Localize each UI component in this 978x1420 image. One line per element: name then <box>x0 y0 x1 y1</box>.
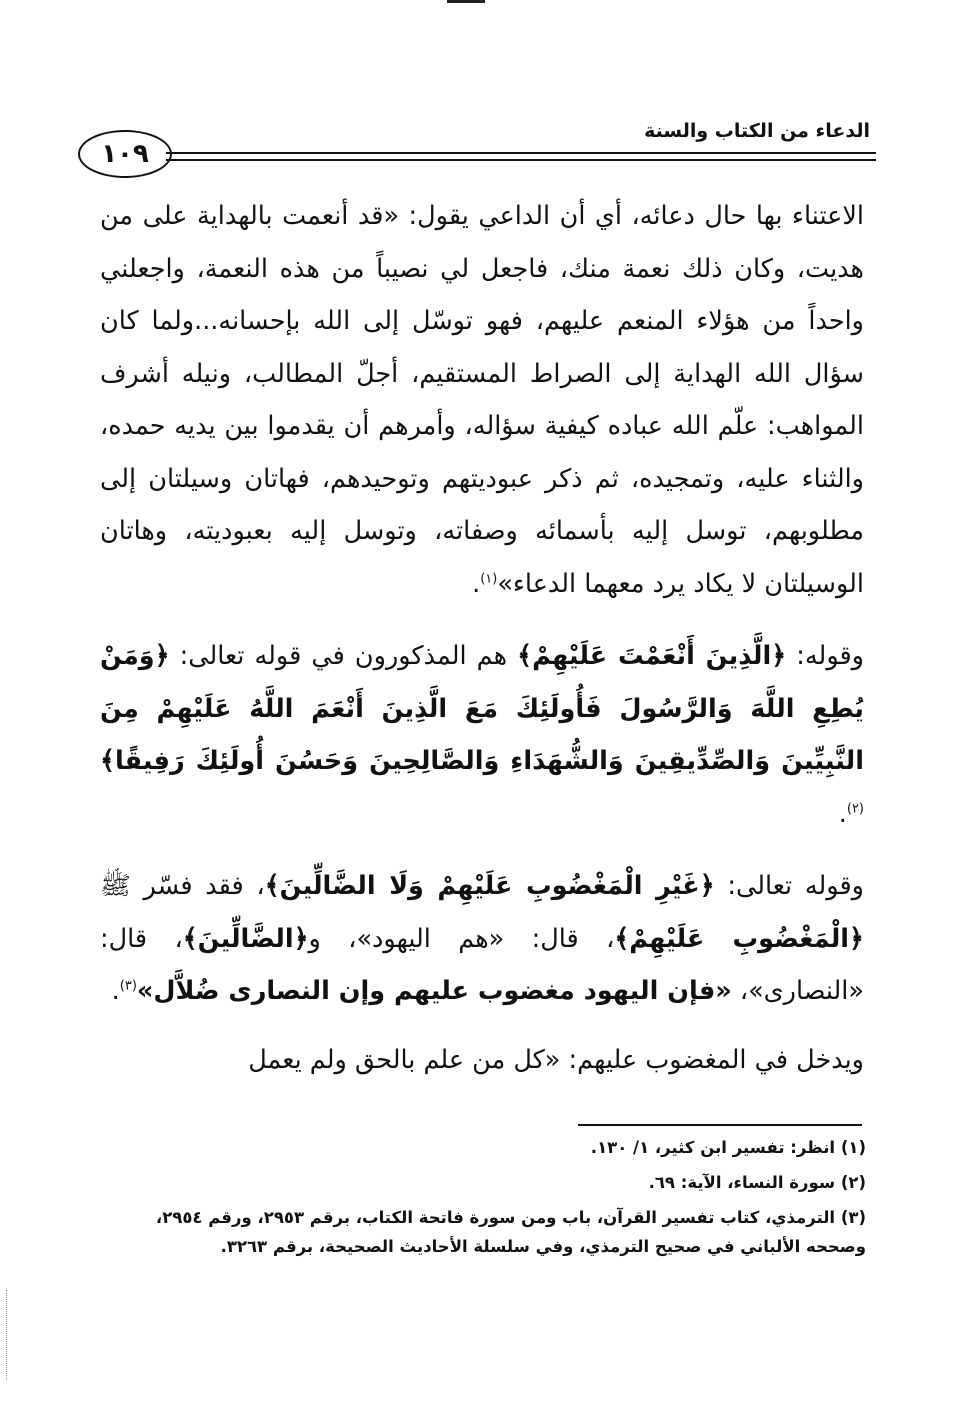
quran-quote: ﴿الضَّالِّينَ﴾ <box>182 923 309 954</box>
paragraph-3-intro: وقوله تعالى: <box>714 871 864 901</box>
header-rule-bottom <box>166 159 876 161</box>
quran-quote: ﴿غَيْرِ الْمَغْضُوبِ عَلَيْهِمْ وَلَا الضَّالِّينَ﴾ <box>264 871 715 901</box>
header-rule-top <box>166 152 876 154</box>
paragraph-4: ويدخل في المغضوب عليهم: «كل من علم بالحق ولم يعمل <box>248 1044 864 1075</box>
paragraph-2-intro: وقوله: <box>786 641 864 671</box>
paragraph-1-text: الاعتناء بها حال دعائه، أي أن الداعي يقول: «قد أنعمت بالهداية على من هديت، وكان ذلك نعمة منك، فاجعل لي نصيباً من هذه النعمة، واجعلني واحداً من هؤلاء المنعم عليهم، فهو توسّل إلى الله بإحسانه...ولما كان سؤال الله الهداية إلى الصراط المستقيم، أجلّ المطالب، ونيله أشرف المواهب: علّم الله عباده كيفية سؤاله، وأمرهم أن يقدموا بين يديه حمده، والثناء عليه، وتمجيده، ثم ذكر عبوديتهم وتوحيدهم، فهاتان وسيلتان إلى مطلوبهم، توسل إليه بأسمائه وصفاته، وتوسل إليه بعبوديته، وهاتان الوسيلتان لا يكاد يرد معهما الدعاء» <box>100 201 864 599</box>
paragraph-3-mid-1: ، فقد فسّر ﷺ <box>100 871 265 901</box>
paragraph-3-mid-2: ، قال: «هم اليهود»، و <box>308 923 615 954</box>
paragraph-1: الاعتناء بها حال دعائه، أي أن الداعي يقول: «قد أنعمت بالهداية على من هديت، وكان ذلك نعمة منك، فاجعل لي نصيباً من هذه النعمة، واجعلني واحداً من هؤلاء المنعم عليهم، فهو توسّل إلى الله بإحسانه...ولما كان سؤال الله الهداية إلى الصراط المستقيم، أجلّ المطالب، ونيله أشرف المواهب: علّم الله عباده كيفية سؤاله، وأمرهم أن يقدموا بين يديه حمده، والثناء عليه، وتمجيده، ثم ذكر عبوديتهم وتوحيدهم، فهاتان وسيلتان إلى مطلوبهم، توسل إليه بأسمائه وصفاته، وتوسل إليه بعبوديته، وهاتان الوسيلتان لا يكاد يرد معهما الدعاء»$^{(١)}$. <box>100 201 864 599</box>
quran-quote: ﴿وَمَنْ يُطِعِ اللَّهَ وَالرَّسُولَ فَأُولَئِكَ مَعَ الَّذِينَ أَنْعَمَ اللَّهُ عَلَيْهِمْ مِنَ النَّبِيِّينَ وَالصِّدِّيقِينَ وَالشُّهَدَاءِ وَالصَّالِحِينَ وَحَسُنَ أُولَئِكَ رَفِيقًا﴾ <box>100 641 864 776</box>
footnotes <box>100 1133 866 1261</box>
main-text <box>100 190 864 1086</box>
book-title: الدعاء من الكتاب والسنة <box>644 120 870 142</box>
running-header <box>78 108 876 188</box>
paragraph-2: وقوله: ﴿الَّذِينَ أَنْعَمْتَ عَلَيْهِمْ﴾ هم المذكورون في قوله تعالى: ﴿وَمَنْ يُطِعِ اللَّهَ وَالرَّسُولَ فَأُولَئِكَ مَعَ الَّذِينَ أَنْعَمَ اللَّهُ عَلَيْهِمْ مِنَ النَّبِيِّينَ وَالصِّدِّيقِينَ وَالشُّهَدَاءِ وَالصَّالِحِينَ وَحَسُنَ أُولَئِكَ رَفِيقًا﴾$^{(٢)}$. <box>100 641 864 829</box>
page-number: ١٠٩ <box>78 130 172 178</box>
footnote-separator <box>578 1124 862 1126</box>
paragraph-2-mid: هم المذكورون في قوله تعالى: <box>169 641 518 671</box>
scan-margin-marks <box>6 1290 9 1380</box>
footnote-3: (٣) الترمذي، كتاب تفسير القرآن، باب ومن سورة فاتحة الكتاب، برقم ٢٩٥٣، ورقم ٢٩٥٤، وصححه الألباني في صحيح الترمذي، وفي سلسلة الأحاديث الصحيحة، برقم ٣٢٦٣. <box>155 1208 866 1256</box>
footnote-ref-3: (٣) <box>119 978 137 994</box>
paragraph-3: وقوله تعالى: ﴿غَيْرِ الْمَغْضُوبِ عَلَيْهِمْ وَلَا الضَّالِّينَ﴾، فقد فسّر ﷺ ﴿الْمَغْضُوبِ عَلَيْهِمْ﴾، قال: «هم اليهود»، و﴿الضَّالِّينَ﴾، قال: «النصارى»، «فإن اليهود مغضوب عليهم وإن النصارى ضُلاَّل»$^{(٣)}$. <box>100 871 864 1006</box>
hadith-quote: «فإن اليهود مغضوب عليهم وإن النصارى ضُلاَّل» <box>136 976 732 1006</box>
quran-quote: ﴿الَّذِينَ أَنْعَمْتَ عَلَيْهِمْ﴾ <box>517 641 787 671</box>
footnote-ref-1: (١) <box>480 571 498 586</box>
quran-quote: ﴿الْمَغْضُوبِ عَلَيْهِمْ﴾ <box>614 923 864 954</box>
footnote-1: (١) انظر: تفسير ابن كثير، ١/ ١٣٠. <box>590 1138 866 1157</box>
top-edge-mark <box>447 0 485 3</box>
footnote-2: (٢) سورة النساء، الآية: ٦٩. <box>648 1173 866 1192</box>
paragraph-3-mid-3: ، قال: «النصارى»، <box>100 923 864 1006</box>
footnote-ref-2: (٢) <box>846 801 864 816</box>
